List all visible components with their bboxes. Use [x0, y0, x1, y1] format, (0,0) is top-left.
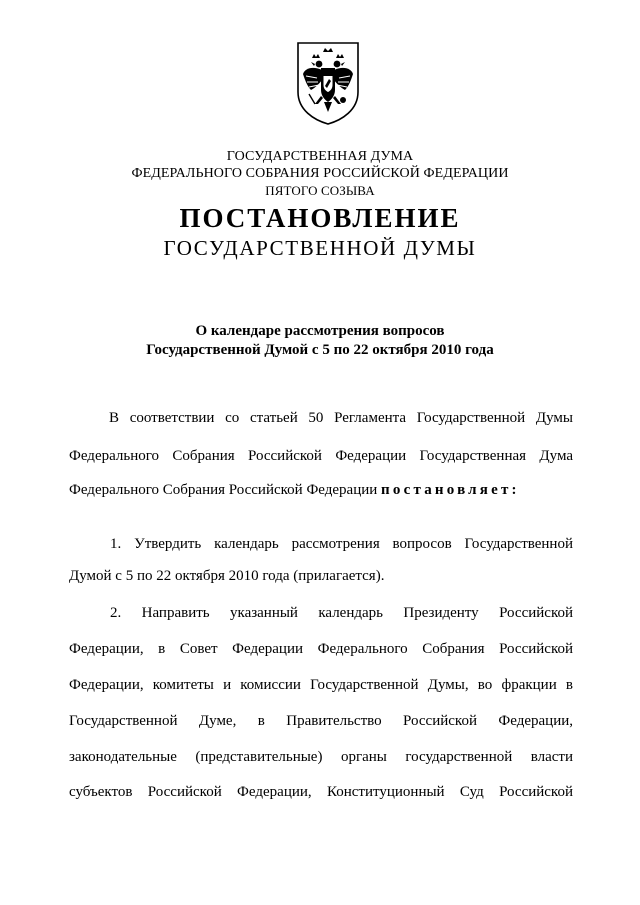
- preamble-line-2: Федерального Собрания Российской Федерации Государственная Дума: [69, 448, 573, 464]
- item-1-line-2: Думой с 5 по 22 октября 2010 года (прилагается).: [69, 568, 385, 584]
- item-2-line-3: Федерации, комитеты и комиссии Государственной Думы, во фракции в: [69, 677, 573, 693]
- subject-line-1: О календаре рассмотрения вопросов: [195, 323, 445, 339]
- preamble-line-3: [69, 481, 573, 499]
- preamble-line-1: В соответствии со статьей 50 Регламента Государственной Думы: [109, 410, 573, 426]
- item-2-line-1: 2. Направить указанный календарь Президенту Российской: [110, 605, 573, 621]
- document-title: ПОСТАНОВЛЕНИЕ: [179, 203, 461, 233]
- russian-coat-of-arms-icon: [295, 40, 361, 126]
- resolves-keyword: постановляет:: [381, 482, 520, 498]
- preamble-line-3-text: Федерального Собрания Российской Федерации: [69, 482, 382, 498]
- item-2-line-6: субъектов Российской Федерации, Конституционный Суд Российской: [69, 784, 573, 800]
- subject-line-2: Государственной Думой с 5 по 22 октября 2010 года: [146, 342, 494, 358]
- item-2-line-4: Государственной Думе, в Правительство Российской Федерации,: [69, 713, 573, 729]
- item-2-line-5: законодательные (представительные) органы государственной власти: [69, 749, 573, 765]
- item-2-line-2: Федерации, в Совет Федерации Федерального Собрания Российской: [69, 641, 573, 657]
- item-1-line-1: 1. Утвердить календарь рассмотрения вопросов Государственной: [110, 536, 573, 552]
- document-subtitle: ГОСУДАРСТВЕННОЙ ДУМЫ: [163, 236, 477, 260]
- header-line-3: ПЯТОГО СОЗЫВА: [265, 183, 375, 198]
- header-line-1: ГОСУДАРСТВЕННАЯ ДУМА: [226, 149, 414, 164]
- header-line-2: ФЕДЕРАЛЬНОГО СОБРАНИЯ РОССИЙСКОЙ ФЕДЕРАЦИИ: [131, 166, 509, 181]
